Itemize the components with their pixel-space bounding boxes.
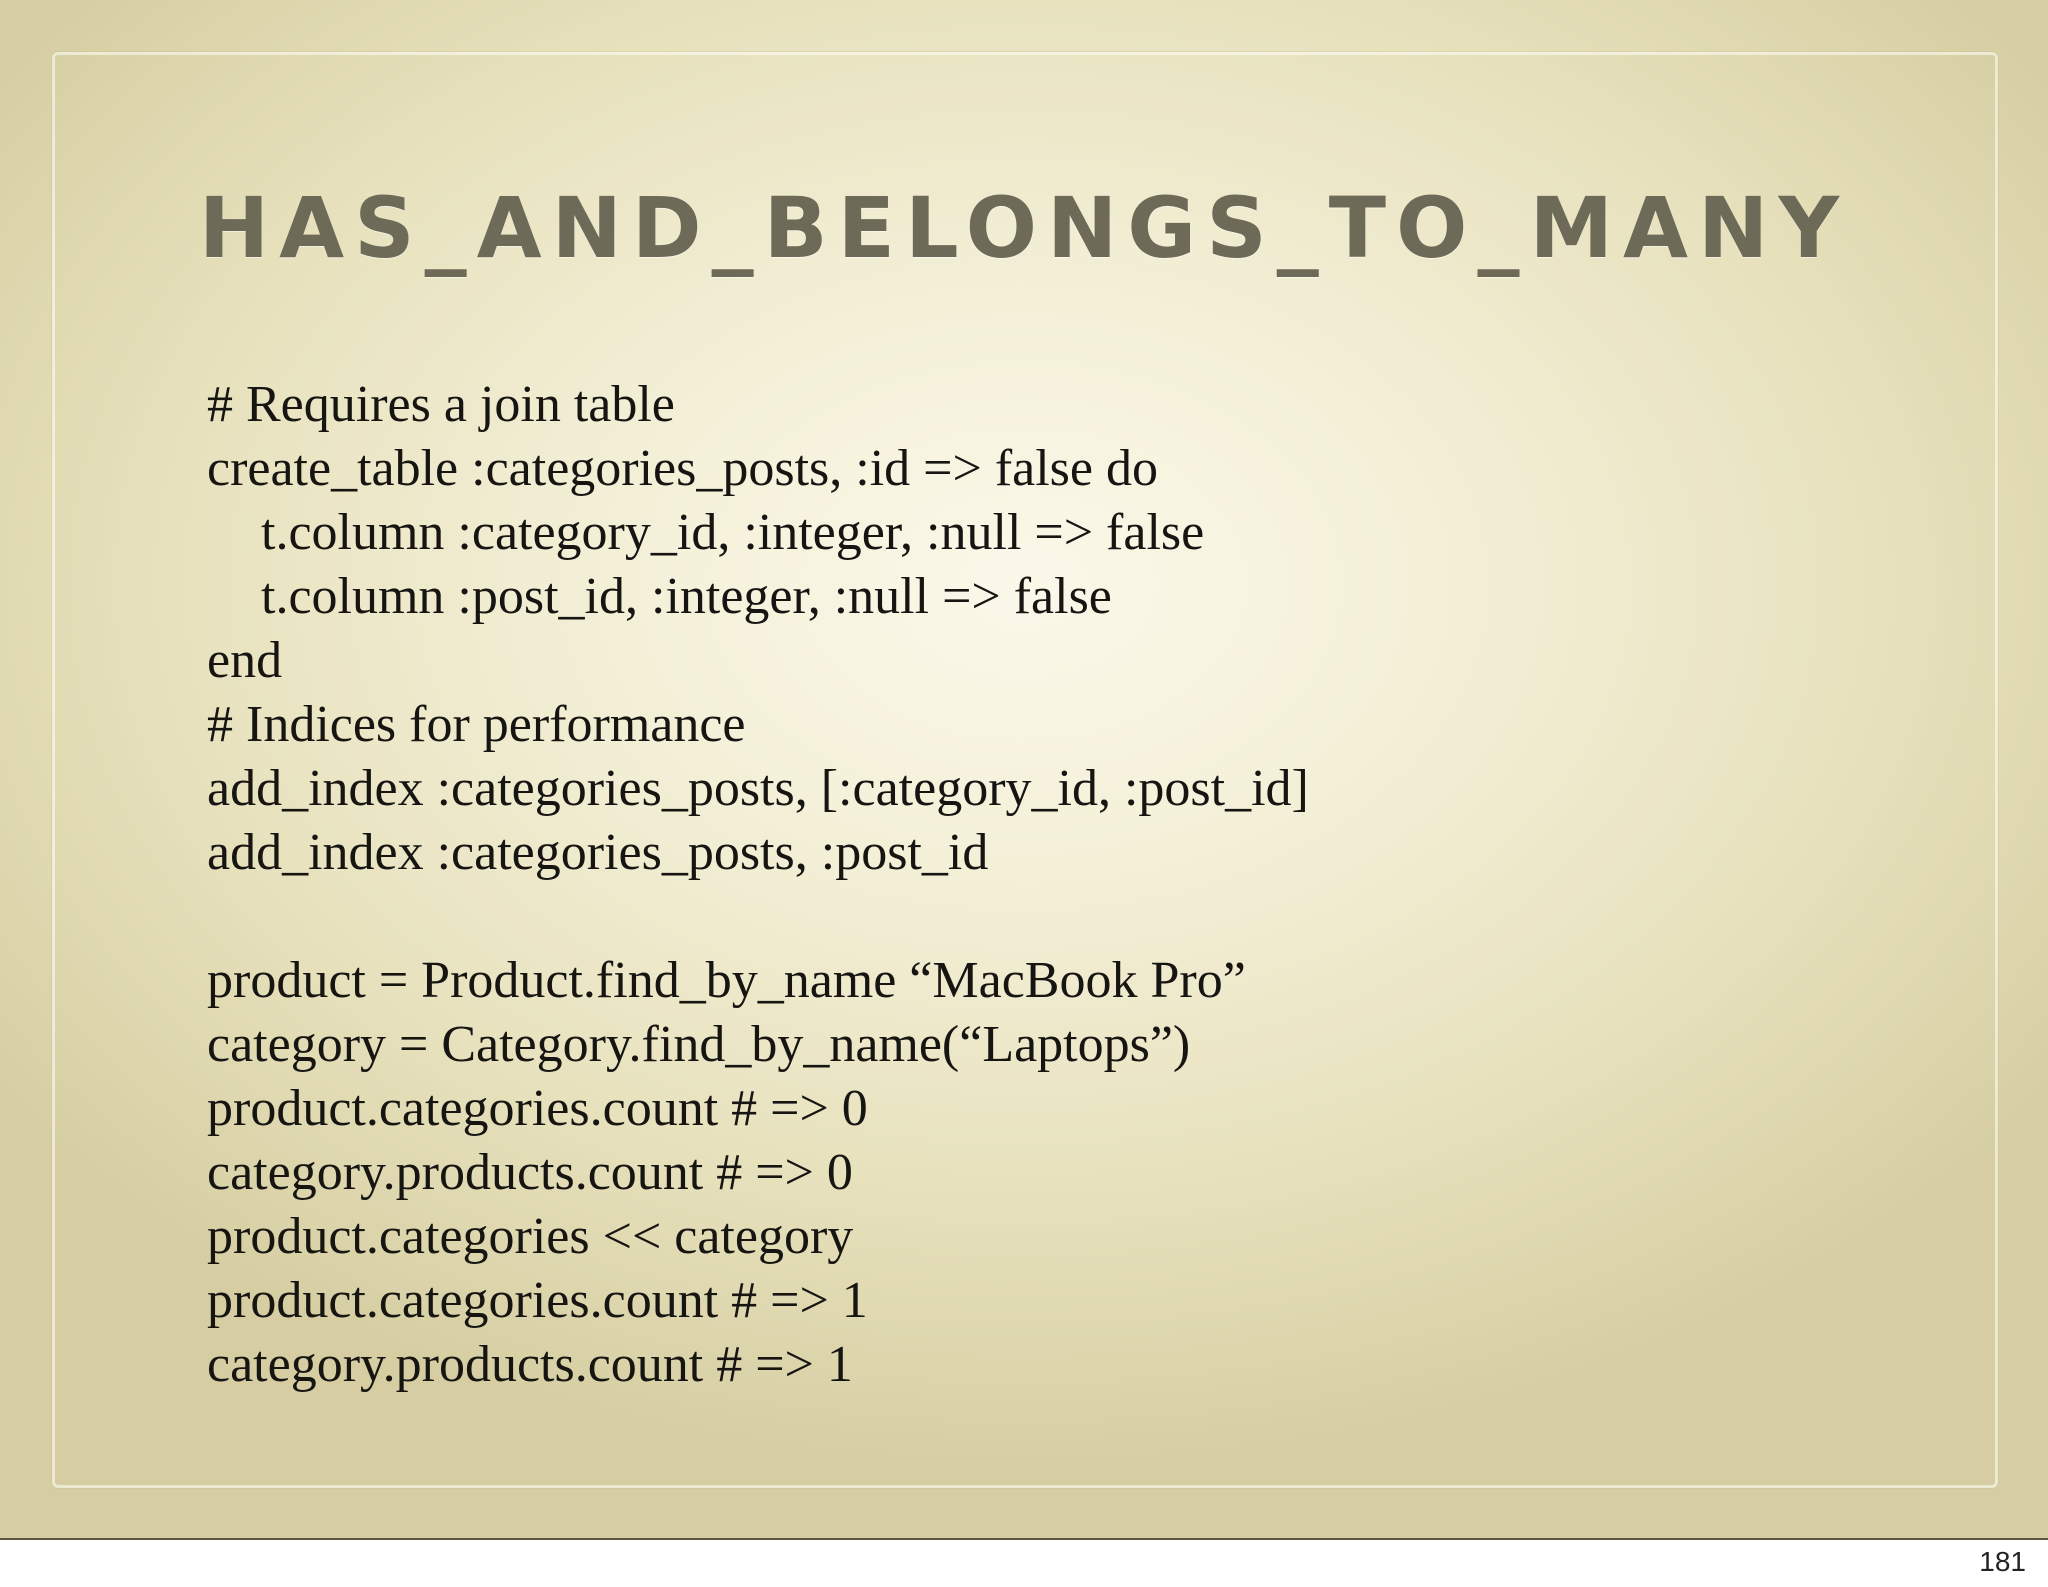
code-line: product.categories << category	[207, 1208, 854, 1265]
code-line: # Indices for performance	[207, 696, 746, 753]
code-line: add_index :categories_posts, :post_id	[207, 824, 989, 881]
code-line: # Requires a join table	[207, 376, 675, 433]
blank-line	[207, 885, 1309, 949]
slide-title: HAS_AND_BELONGS_TO_MANY	[198, 179, 1850, 277]
code-line: create_table :categories_posts, :id => false do	[207, 440, 1158, 497]
page-number: 181	[1979, 1546, 2026, 1577]
code-line: add_index :categories_posts, [:category_id, :post_id]	[207, 760, 1309, 817]
code-line: category.products.count # => 1	[207, 1336, 853, 1393]
code-block	[207, 373, 1309, 1397]
code-line: product.categories.count # => 1	[207, 1272, 868, 1329]
code-line: t.column :category_id, :integer, :null => false	[261, 504, 1205, 561]
code-line: product = Product.find_by_name “MacBook Pro”	[207, 952, 1246, 1009]
code-line: category = Category.find_by_name(“Laptops”)	[207, 1016, 1191, 1073]
code-line: end	[207, 632, 283, 689]
code-line: category.products.count # => 0	[207, 1144, 853, 1201]
code-line: product.categories.count # => 0	[207, 1080, 868, 1137]
code-line: t.column :post_id, :integer, :null => false	[261, 568, 1112, 625]
